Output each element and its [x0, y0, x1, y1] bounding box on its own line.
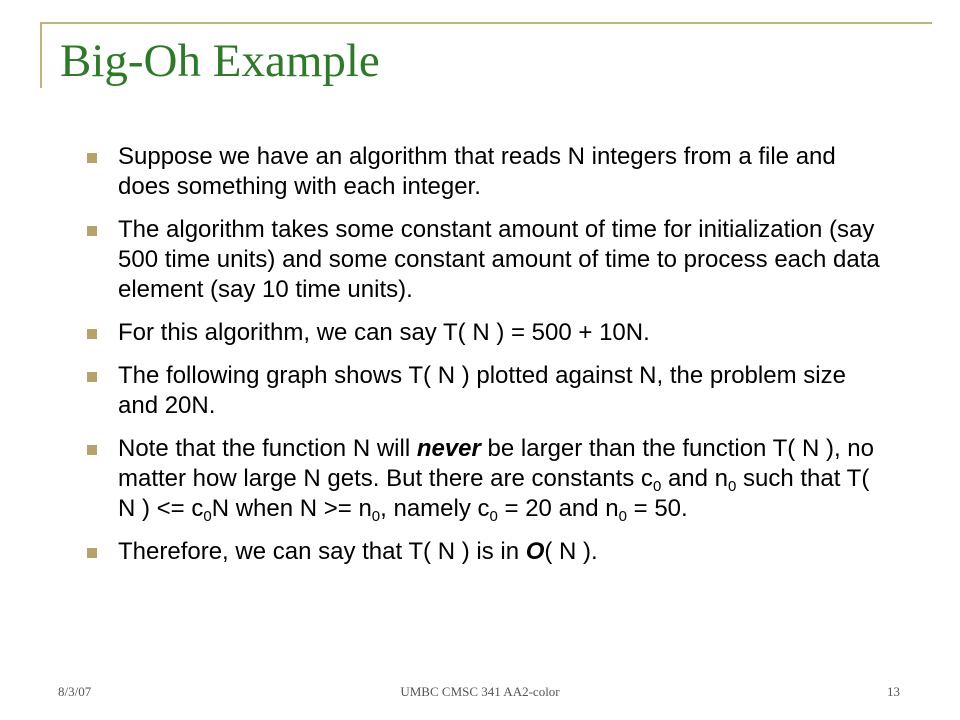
slide-title: Big-Oh Example — [60, 35, 380, 87]
bullet-item — [84, 434, 884, 524]
bullet-item — [84, 361, 884, 421]
bullet-item — [84, 142, 884, 202]
bullet-text: Therefore, we can say that T( N ) is in O( N ). — [118, 538, 598, 565]
square-bullet-icon — [87, 445, 97, 455]
bullet-text: The following graph shows T( N ) plotted against N, the problem size and 20N. — [118, 362, 846, 419]
footer-date: 8/3/07 — [58, 684, 92, 699]
bullet-text: Suppose we have an algorithm that reads N integers from a file and does something with each integer. — [118, 143, 836, 200]
square-bullet-icon — [87, 329, 97, 339]
footer-page-number: 13 — [887, 684, 900, 699]
bullet-text: For this algorithm, we can say T( N ) = 500 + 10N. — [118, 319, 650, 346]
square-bullet-icon — [87, 372, 97, 382]
bullet-item — [84, 537, 884, 567]
square-bullet-icon — [87, 153, 97, 163]
bullet-list — [84, 142, 884, 580]
bullet-text: Note that the function N will never be larger than the function T( N ), no matter how large N gets. But there are constants $c_0$ and $n_0$ such that T( N ) <= $c_0N$ when $N >= n_0$, namely $c_0 = 20$ and $n_0 = 50$. — [118, 435, 874, 525]
bullet-text: The algorithm takes some constant amount of time for initialization (say 500 time units) and some constant amount of time to process each data element (say 10 time units). — [118, 216, 880, 303]
frame-left-rule — [40, 22, 42, 88]
square-bullet-icon — [87, 226, 97, 236]
square-bullet-icon — [87, 548, 97, 558]
footer-course: UMBC CMSC 341 AA2-color — [400, 684, 560, 699]
bullet-item — [84, 318, 884, 348]
bullet-item — [84, 215, 884, 305]
frame-top-rule — [40, 22, 932, 24]
